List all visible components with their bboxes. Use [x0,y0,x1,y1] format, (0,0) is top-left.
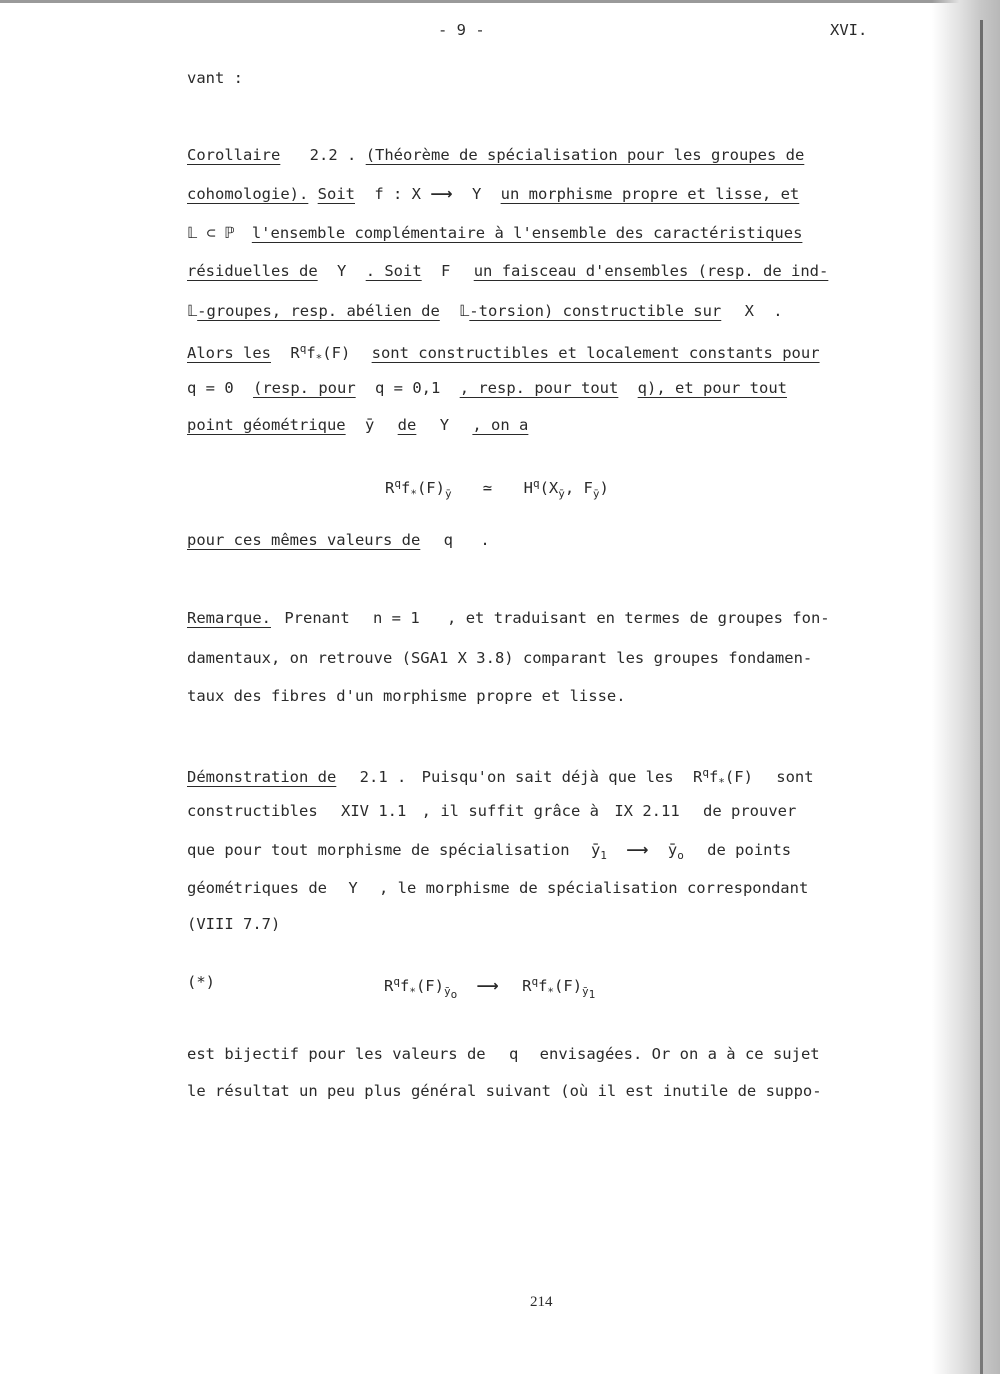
corollary-number: 2.2 . [309,146,357,164]
corollary-title: (Théorème de spécialisation pour les groupes de [365,146,805,164]
text-span: géométriques de [187,879,327,897]
subscript: ȳ [444,487,452,501]
math-span: Y [471,185,482,203]
subscript: 1 [588,988,596,1002]
section-number: XVI. [830,21,868,39]
text-span: , le morphisme de spécialisation correspondant [379,879,809,897]
math-symbol: f [399,977,410,996]
text-span: que pour tout morphisme de spécialisation [187,841,570,859]
subscript: * [410,487,417,501]
text-span: , il suffit grâce à [421,802,599,820]
math-symbol: , F [564,479,593,498]
math-symbol: f [708,768,719,787]
math-symbol: (F) [322,344,351,363]
math-symbol: R [385,479,395,498]
text-line [187,840,791,866]
text-line [187,261,828,281]
math-span: Y [348,879,358,897]
text-line: damentaux, on retrouve (SGA1 X 3.8) comparant les groupes fondamen- [187,649,813,667]
math-symbol: (F) [554,977,583,996]
superscript: q [393,975,400,988]
subscript: * [315,352,323,366]
page-edge-line [980,20,983,1374]
subscript: ȳ [443,985,451,999]
subscript: ȳ [582,985,589,999]
math-symbol: (F) [724,768,753,787]
remark-label: Remarque. [187,609,271,627]
text-span: , on a [472,416,529,434]
text-line [187,763,814,793]
text-span: est bijectif pour les valeurs de [187,1045,486,1063]
text-span: de [397,416,417,434]
math-span [590,841,607,863]
text-span: (resp. pour [253,379,356,397]
text-span: cohomologie). [187,185,309,203]
text-line [187,339,820,369]
math-symbol: H [523,479,533,498]
reference: XIV 1.1 [341,802,407,820]
corollary-label: Corollaire [187,146,281,164]
math-span: X [744,302,754,320]
text-span: , et traduisant en termes de groupes fon- [447,609,830,627]
text-line: taux des fibres d'un morphisme propre et lisse. [187,687,626,705]
text-line [187,530,490,550]
math-symbol: R [692,768,703,787]
subscript: * [547,985,555,999]
subscript: 1 [600,849,607,863]
text-line [187,223,802,243]
arrow-icon: ⟶ [430,185,453,203]
text-span: sont constructibles et localement constants pour [371,344,820,363]
subscript: * [718,776,725,790]
math-symbol: ȳ [667,841,678,859]
math-symbol: R [522,977,532,996]
text-line [187,184,799,204]
math-symbol: (X [539,479,559,498]
equation-specialization [384,972,595,1005]
math-span: q [443,531,453,549]
math-symbol: ) [599,479,609,498]
text-span: 2.1 . [359,768,407,787]
text-span: résiduelles de [187,262,318,280]
math-symbol: f [538,977,548,996]
text-span: constructibles [187,802,318,820]
math-span [692,766,753,790]
page-number: 214 [530,1294,553,1310]
text-span: de points [707,841,792,859]
page-edge-shadow [932,0,1000,1374]
math-span: 𝕃 [459,302,470,320]
math-span: n = 1 [373,609,420,627]
math-span: q = 0 [187,379,234,397]
superscript: q [702,766,709,779]
arrow-icon: ⟶ [476,977,499,996]
reference: IX 2.11 [614,802,680,820]
math-symbol: f [306,344,316,363]
text-span: q), et pour tout [637,379,787,397]
math-span: F [441,262,451,280]
math-span: Y [439,416,450,434]
text-span: de prouver [703,802,797,820]
math-symbol: (F) [415,977,444,996]
math-span: ȳ [364,416,375,434]
math-symbol: (F) [416,479,445,498]
equation-isomorphism [385,474,609,504]
math-span: 𝕃 ⊂ ℙ [187,224,235,242]
isomorphism-icon: ≃ [482,479,493,498]
math-span [667,841,684,863]
text-line: (VIII 7.7) [187,915,281,933]
text-span: . [480,531,490,549]
top-rule [0,0,1000,3]
text-span: -torsion) constructible sur [469,302,722,320]
math-span: q [508,1045,519,1063]
text-span: point géométrique [187,416,346,434]
text-span: l'ensemble complémentaire à l'ensemble des caractéristiques [251,224,803,242]
text-span: . [773,302,783,320]
arrow-icon: ⟶ [626,841,649,859]
math-symbol: R [384,977,394,996]
text-span: sont [776,768,814,787]
text-line [187,801,796,821]
text-span: Puisqu'on sait déjà que les [421,768,674,787]
text-line: le résultat un peu plus général suivant (où il est inutile de suppo- [187,1082,822,1100]
equation-tag: (*) [187,973,215,991]
text-line [187,378,787,398]
superscript: q [299,342,307,355]
math-symbol: R [290,344,300,363]
text-line [187,1044,820,1064]
subscript: ȳ [558,487,565,501]
text-span: Prenant [284,609,350,627]
text-line [187,608,830,628]
math-span: q = 0,1 [375,379,441,397]
text-span: , resp. pour tout [459,379,619,397]
text-span: un morphisme propre et lisse, et [500,185,800,203]
superscript: q [394,477,401,490]
subscript: * [409,985,416,999]
text-span: envisagées. Or on a à ce sujet [539,1045,820,1063]
subscript: ȳ [592,487,600,501]
text-line: vant : [187,69,243,87]
math-span: f : X [374,185,422,203]
text-line [187,415,528,435]
text-span: un faisceau d'ensembles (resp. de ind- [473,262,829,280]
math-symbol: f [400,479,411,498]
superscript: q [532,477,540,490]
text-line [187,878,808,898]
subscript: o [450,988,458,1002]
demonstration-label: Démonstration de [187,768,337,787]
text-line [187,301,783,321]
text-span: pour ces mêmes valeurs de [187,531,421,549]
math-span: 𝕃 [187,302,198,320]
math-span [290,342,351,366]
text-span: Soit [317,185,355,203]
math-symbol: ȳ [590,841,601,859]
text-span: Alors les [187,344,271,363]
text-span: -groupes, resp. abélien de [197,302,440,320]
subscript: o [677,849,684,863]
superscript: q [531,975,539,988]
text-span: . Soit [365,262,422,280]
text-line [187,145,804,165]
math-span: Y [337,262,347,280]
page-marker: - 9 - [438,21,485,39]
